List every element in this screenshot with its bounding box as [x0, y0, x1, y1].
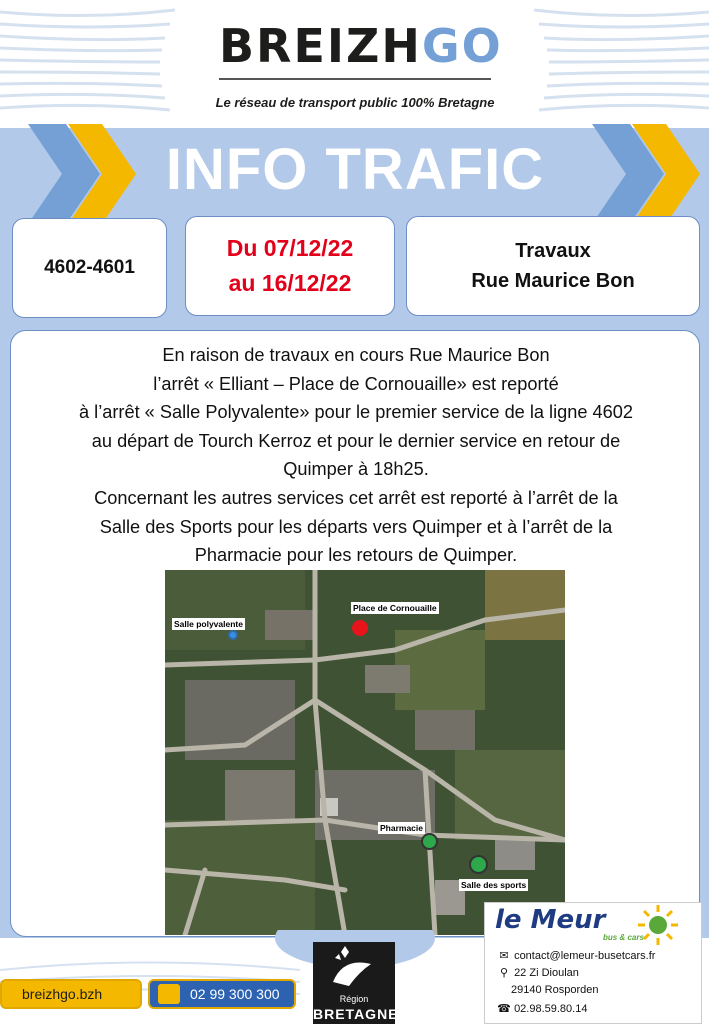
breizhgo-logo: BREIZHGO [219, 19, 503, 73]
message-line: l’arrêt « Elliant – Place de Cornouaille» est reporté [153, 373, 559, 394]
message-line: Quimper à 18h25. [283, 459, 429, 480]
message-line: En raison de travaux en cours Rue Maurice Bon [162, 345, 550, 365]
date-start: Du 07/12/22 [226, 235, 354, 261]
operator-tagline: bus & cars [603, 933, 644, 942]
date-box [185, 216, 395, 316]
phone-icon: ☎ [497, 1003, 511, 1015]
message-line: au départ de Tourch Kerroz et pour le dernier service en retour de [91, 430, 621, 451]
message-text [29, 341, 683, 570]
operator-address2: 29140 Rosporden [511, 984, 599, 996]
label-salle-sports: Salle des sports [461, 880, 527, 890]
operator-address1: 22 Zi Dioulan [514, 967, 579, 979]
region-name: BRETAGNE [313, 1006, 399, 1022]
operator-phone: 02.98.59.80.14 [514, 1003, 588, 1015]
label-salle-polyvalente: Salle polyvalente [174, 619, 243, 629]
decorative-lines-right [529, 0, 709, 128]
page-title: INFO TRAFIC [165, 137, 545, 202]
region-label: Région [339, 994, 369, 1004]
salle-polyvalente-marker [228, 630, 238, 640]
operator-email[interactable]: contact@lemeur-busetcars.fr [514, 950, 656, 962]
line-number-box [12, 218, 167, 318]
chevrons-left-icon [28, 124, 138, 224]
satellite-map [165, 570, 565, 935]
operator-email-row [497, 949, 655, 962]
salle-sports-marker [469, 855, 488, 874]
label-place-cornouaille: Place de Cornouaille [353, 603, 437, 613]
chevrons-right-icon [592, 124, 702, 224]
works-box [406, 216, 700, 316]
phone-icon [158, 984, 180, 1004]
phone-button[interactable] [148, 979, 296, 1009]
operator-phone-row [497, 1002, 587, 1015]
envelope-icon: ✉ [499, 950, 509, 962]
message-line: à l’arrêt « Salle Polyvalente» pour le premier service de la ligne 4602 [78, 402, 634, 423]
region-bretagne-logo [313, 942, 399, 1024]
place-cornouaille-marker [352, 620, 368, 636]
message-line: Concernant les autres services cet arrêt est reporté à l’arrêt de la [94, 487, 618, 508]
location-pin-icon: ⚲ [499, 967, 509, 979]
operator-address-row [497, 966, 579, 979]
line-number: 4602-4601 [44, 257, 135, 278]
phone-number: 02 99 300 300 [190, 986, 280, 1002]
message-line: Salle des Sports pour les départs vers Quimper et à l’arrêt de la [99, 516, 613, 537]
works-street: Rue Maurice Bon [471, 270, 635, 292]
label-pharmacie: Pharmacie [380, 823, 423, 833]
works-title: Travaux [515, 240, 591, 262]
message-line: Pharmacie pour les retours de Quimper. [194, 545, 518, 566]
website-link[interactable]: breizhgo.bzh [0, 979, 142, 1009]
tagline: Le réseau de transport public 100% Bretagne [215, 95, 495, 110]
ermine-bird-icon [313, 942, 395, 992]
operator-card [484, 902, 702, 1024]
logo-underline [219, 78, 491, 80]
operator-logo: le Meur [495, 905, 606, 935]
date-end: au 16/12/22 [228, 270, 352, 296]
decorative-lines-left [0, 0, 180, 128]
header [0, 0, 709, 128]
sun-icon [633, 903, 683, 948]
pharmacie-marker [421, 833, 438, 850]
